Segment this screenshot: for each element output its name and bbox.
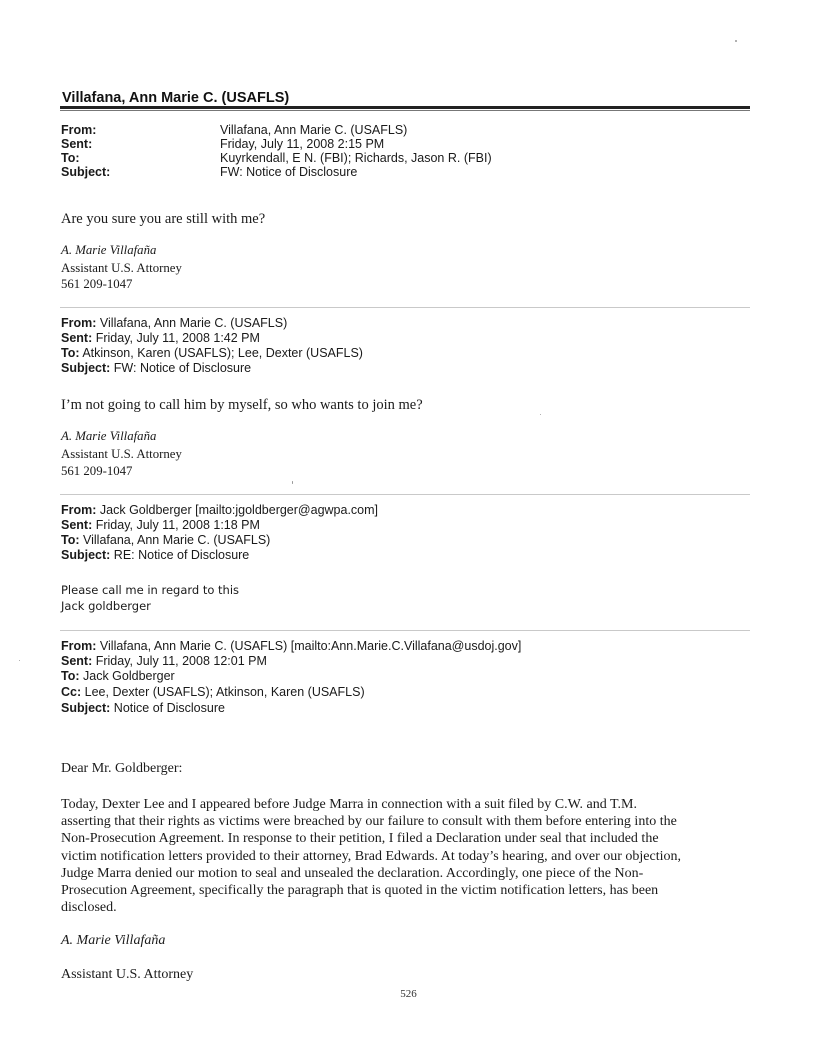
fwd2-from: From: Jack Goldberger [mailto:jgoldberger@agwpa.com] [61,503,379,517]
header-subject-value: FW: Notice of Disclosure [220,165,358,179]
header-sent-label: Sent: [61,137,93,151]
fwd1-sent: Sent: Friday, July 11, 2008 1:42 PM [61,331,260,345]
header-rule [60,106,750,109]
scan-speck [735,40,737,42]
header-subject-label: Subject: [61,165,111,179]
fwd2-body-line2: Jack goldberger [61,599,151,613]
fwd1-body: I’m not going to call him by myself, so who wants to join me? [61,397,423,413]
separator-1 [60,307,750,308]
scan-speck [19,660,20,661]
letter-line: disclosed. [61,900,117,916]
fwd1-to: To: Atkinson, Karen (USAFLS); Lee, Dexter (USAFLS) [61,346,363,360]
fwd1-subject: Subject: FW: Notice of Disclosure [61,361,252,375]
letter-line: Today, Dexter Lee and I appeared before Judge Marra in connection with a suit filed by C.W. and T.M. [61,797,637,812]
header-to-value: Kuyrkendall, E N. (FBI); Richards, Jason R. (FBI) [220,151,492,165]
header-from-value: Villafana, Ann Marie C. (USAFLS) [220,123,408,137]
signature-phone: 561 209-1047 [61,277,133,291]
message-body: Are you sure you are still with me? [61,211,266,227]
scan-speck [540,414,541,415]
fwd3-sent: Sent: Friday, July 11, 2008 12:01 PM [61,654,267,668]
fwd3-to: To: Jack Goldberger [61,669,175,683]
header-from-label: From: [61,123,97,137]
letter-line: victim notification letters provided to their attorney, Brad Edwards. At today’s hearing, and over our objection, [61,848,681,864]
fwd2-to: To: Villafana, Ann Marie C. (USAFLS) [61,533,271,547]
scan-speck [292,481,293,484]
letter-line: Prosecution Agreement, specifically the paragraph that is quoted in the victim notification letters, has been [61,883,659,899]
header-sent-value: Friday, July 11, 2008 2:15 PM [220,137,385,151]
fwd1-signature-name: A. Marie Villafaña [61,429,157,443]
letter-paragraph [61,796,761,916]
separator-3 [60,630,750,631]
fwd3-from: From: Villafana, Ann Marie C. (USAFLS) [mailto:Ann.Marie.C.Villafana@usdoj.gov] [61,639,522,653]
fwd2-sent: Sent: Friday, July 11, 2008 1:18 PM [61,518,260,532]
page-number: 526 [400,988,417,1000]
letter-signature-name: A. Marie Villafaña [61,933,166,948]
fwd3-subject: Subject: Notice of Disclosure [61,701,225,715]
fwd3-cc: Cc: Lee, Dexter (USAFLS); Atkinson, Karen (USAFLS) [61,685,365,699]
fwd2-body-line1: Please call me in regard to this [61,583,240,597]
letter-line: Judge Marra denied our motion to seal and unsealed the declaration. Accordingly, one piece of the Non- [61,865,644,881]
sender-header-name: Villafana, Ann Marie C. (USAFLS) [62,90,290,106]
header-to-label: To: [61,151,80,165]
letter-line: Non-Prosecution Agreement. In response to their petition, I filed a Declaration under seal that included the [61,831,659,847]
fwd2-subject: Subject: RE: Notice of Disclosure [61,548,250,562]
letter-greeting: Dear Mr. Goldberger: [61,761,183,776]
header-rule-thin [60,110,750,111]
letter-line: asserting that their rights as victims were breached by our failure to consult with them before entering into the [61,814,677,830]
fwd1-from: From: Villafana, Ann Marie C. (USAFLS) [61,316,288,330]
separator-2 [60,494,750,495]
signature-name: A. Marie Villafaña [61,243,157,257]
fwd1-signature-title: Assistant U.S. Attorney [61,447,182,461]
signature-title: Assistant U.S. Attorney [61,261,182,275]
letter-signature-title: Assistant U.S. Attorney [61,967,194,982]
fwd1-signature-phone: 561 209-1047 [61,464,133,478]
